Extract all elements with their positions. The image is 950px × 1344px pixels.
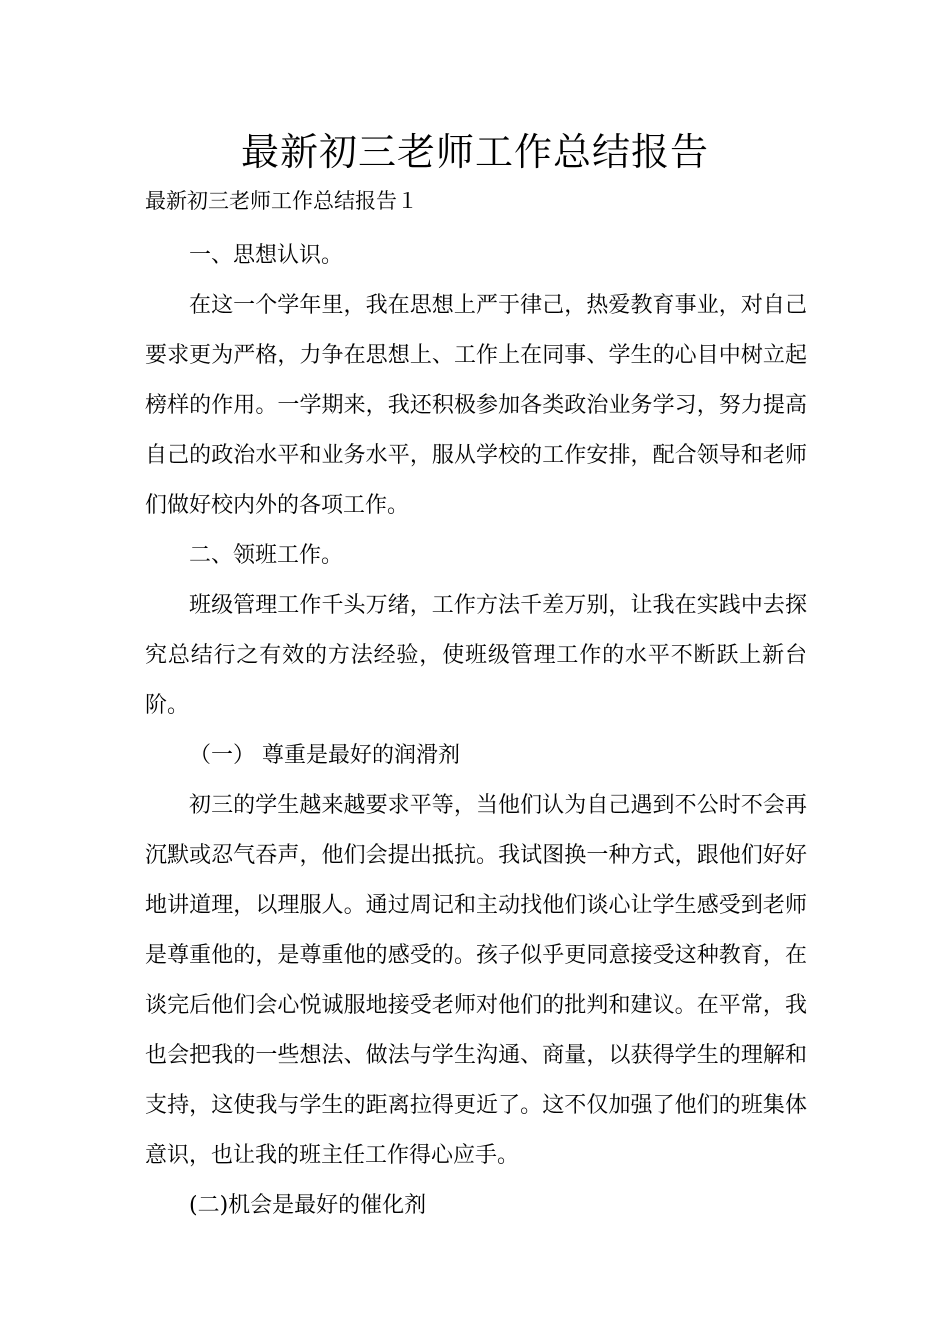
document-title: 最新初三老师工作总结报告 (240, 130, 709, 174)
subsection-heading-opportunity: (二)机会是最好的催化剂 (189, 1193, 427, 1218)
section-heading-class-lead: 二、领班工作。 (189, 543, 344, 568)
document-body (145, 231, 807, 1231)
section-heading-thought: 一、思想认识。 (189, 243, 344, 268)
paragraph-respect: 初三的学生越来越要求平等，当他们认为自己遇到不公时不会再沉默或忍气吞声，他们会提出抵抗。我试图换一种方式，跟他们好好地讲道理，以理服人。通过周记和主动找他们谈心让学生感受到老师是尊重他的，是尊重他的感受的。孩子似乎更同意接受这种教育，在谈完后他们会心悦诚服地接受老师对他们的批判和建议。在平常，我也会把我的一些想法、做法与学生沟通、商量，以获得学生的理解和支持，这使我与学生的距离拉得更近了。这不仅加强了他们的班集体意识，也让我的班主任工作得心应手。 (145, 793, 807, 1168)
paragraph-thought: 在这一个学年里，我在思想上严于律己，热爱教育事业，对自己要求更为严格，力争在思想上、工作上在同事、学生的心目中树立起榜样的作用。一学期来，我还积极参加各类政治业务学习，努力提高自己的政治水平和业务水平，服从学校的工作安排，配合领导和老师们做好校内外的各项工作。 (145, 293, 807, 518)
paragraph-class-lead: 班级管理工作千头万绪，工作方法千差万别，让我在实践中去探究总结行之有效的方法经验，使班级管理工作的水平不断跃上新台阶。 (145, 593, 807, 718)
document-subtitle: 最新初三老师工作总结报告１ (145, 189, 418, 213)
subsection-heading-respect: （一） 尊重是最好的润滑剂 (189, 743, 460, 768)
